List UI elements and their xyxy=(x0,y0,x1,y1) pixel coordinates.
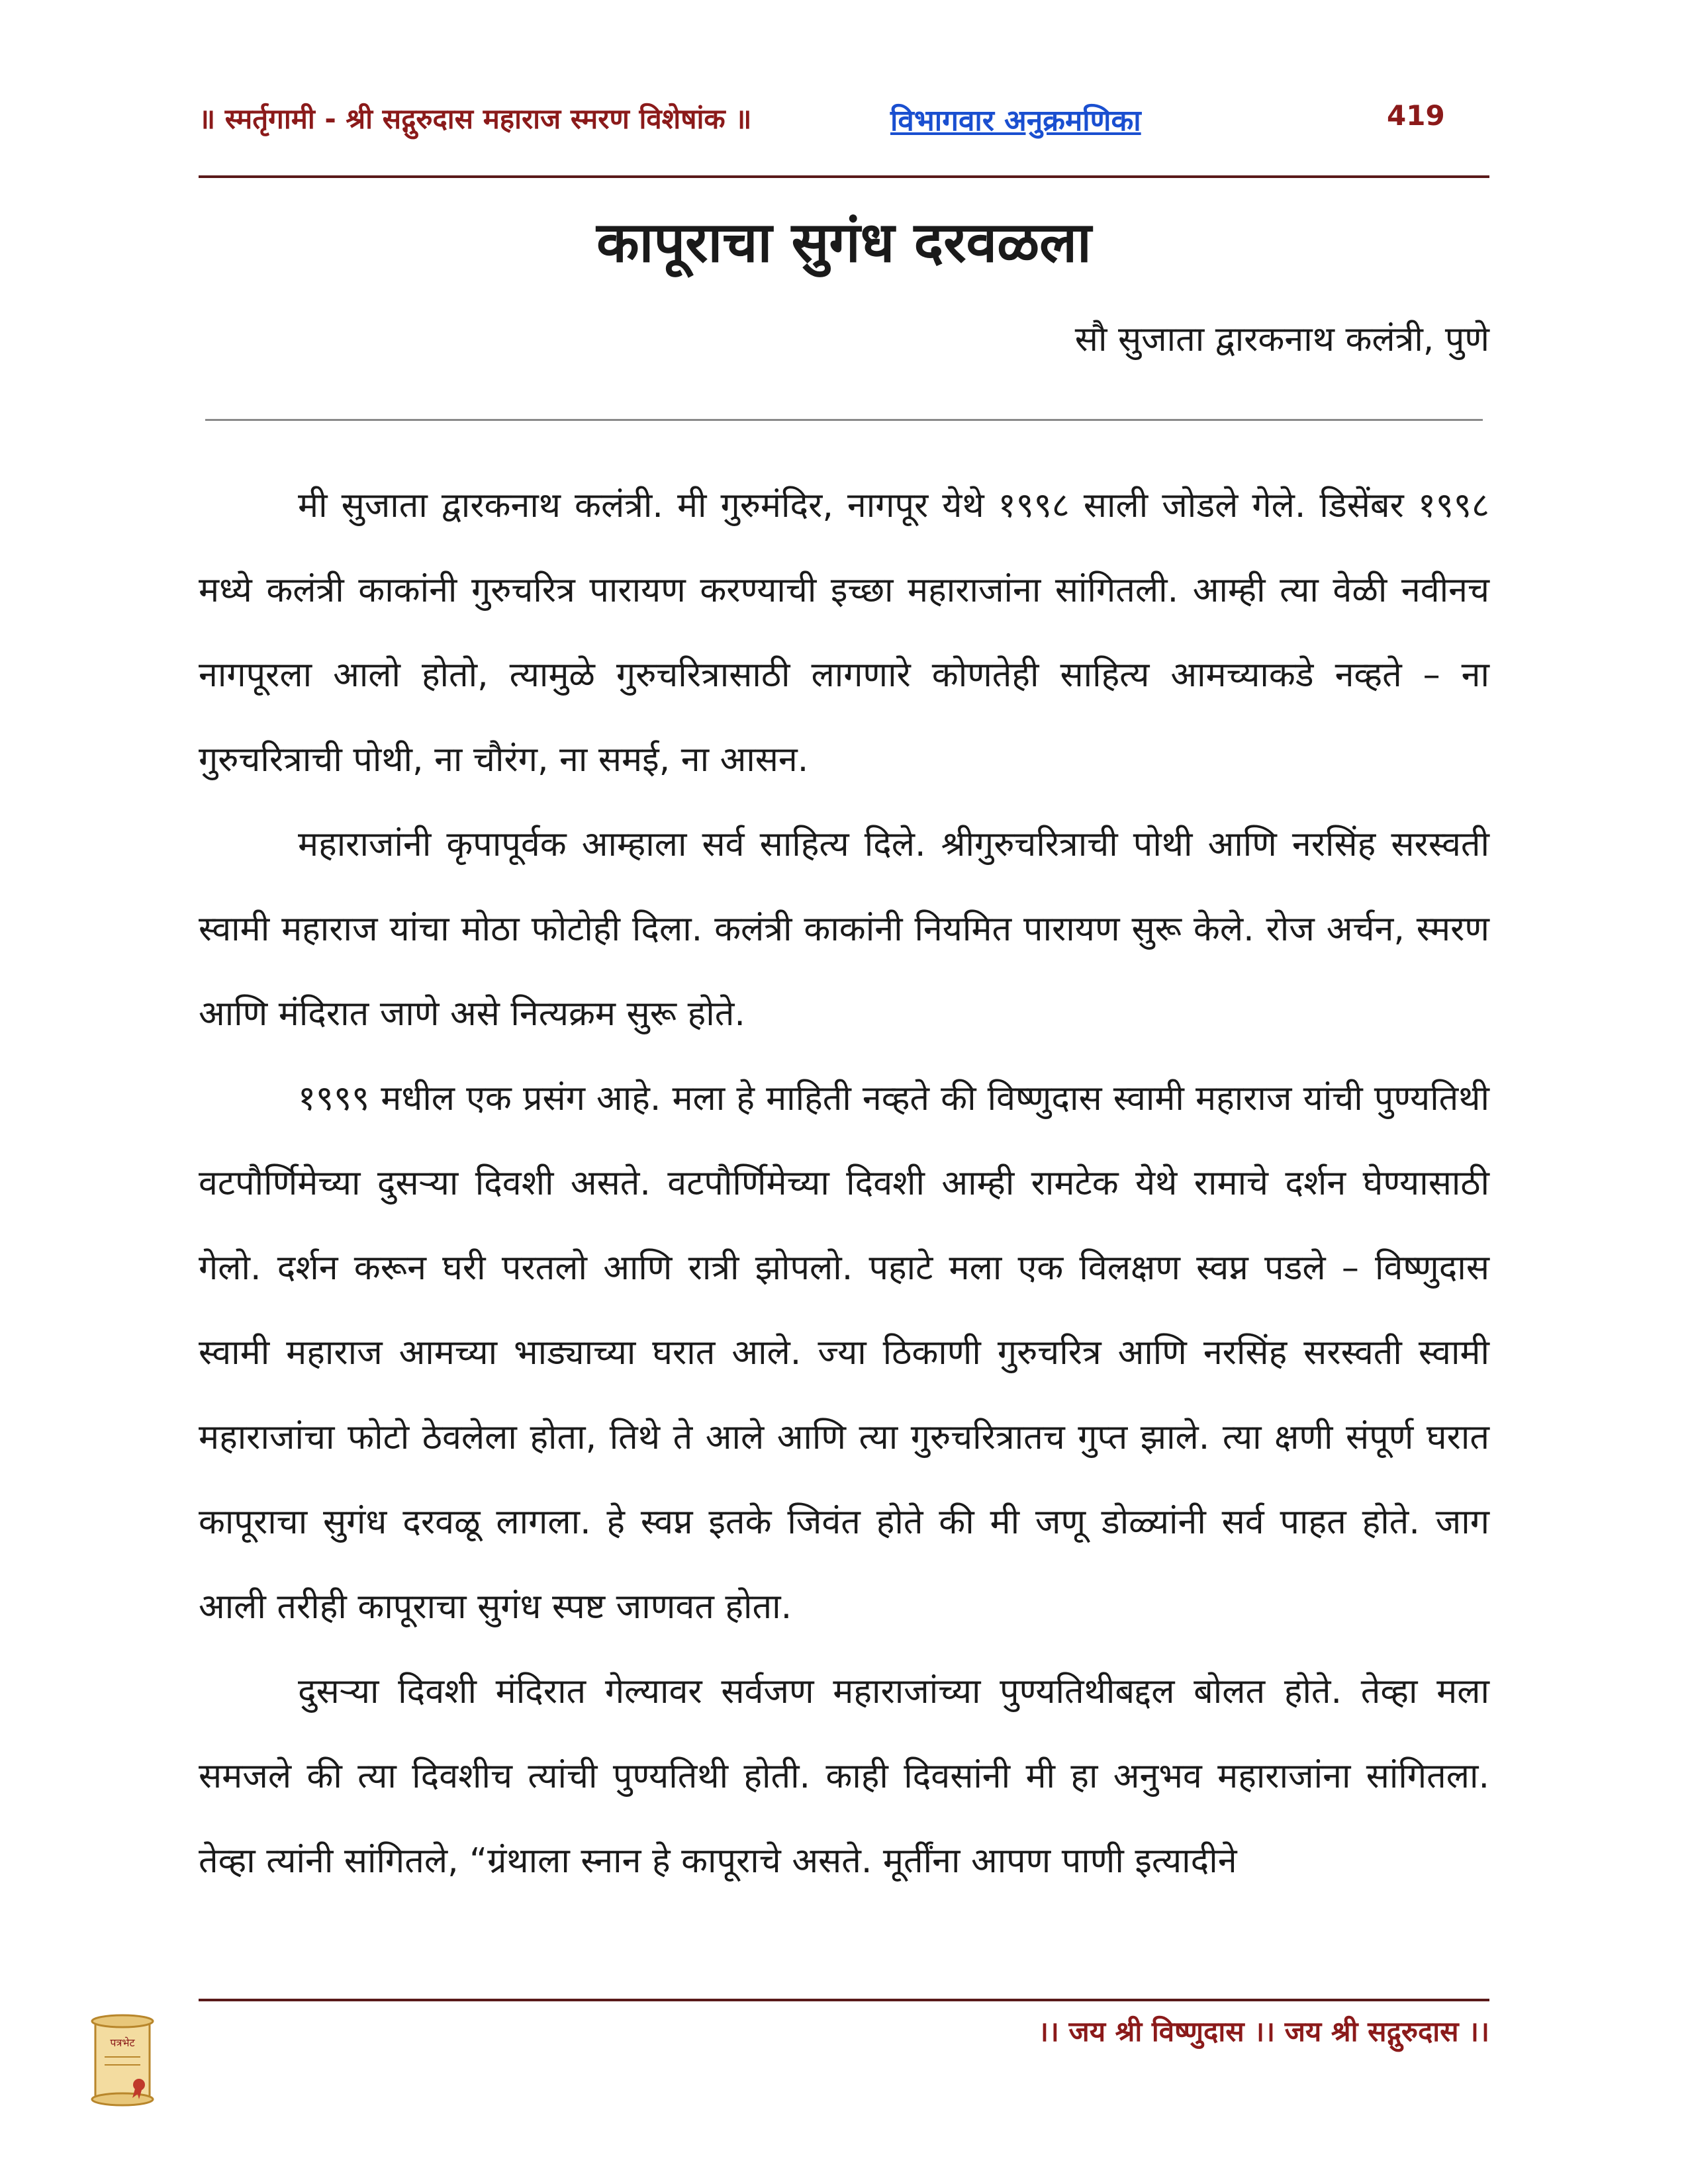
section-index-link[interactable]: विभागवार अनुक्रमणिका xyxy=(890,104,1141,138)
footer-divider xyxy=(199,1999,1489,2001)
header-divider xyxy=(199,175,1489,178)
paragraph: मी सुजाता द्वारकनाथ कलंत्री. मी गुरुमंदिर, नागपूर येथे १९९८ साली जोडले गेले. डिसेंबर १९९८ मध्ये कलंत्री काकांनी गुरुचरित्र पारायण करण्याची इच्छा महाराजांना सांगितली. आम्ही त्या वेळी नवीनच नागपूरला आलो होतो, त्यामुळे गुरुचरित्रासाठी लागणारे कोणतेही साहित्य आमच्याकडे नव्हते – ना गुरुचरित्राची पोथी, ना चौरंग, ना समई, ना आसन. xyxy=(199,486,1489,780)
paragraph: १९९९ मधील एक प्रसंग आहे. मला हे माहिती नव्हते की विष्णुदास स्वामी महाराज यांची पुण्यतिथी वटपौर्णिमेच्या दुसऱ्या दिवशी असते. वटपौर्णिमेच्या दिवशी आम्ही रामटेक येथे रामाचे दर्शन घेण्यासाठी गेलो. दर्शन करून घरी परतलो आणि रात्री झोपलो. पहाटे मला एक विलक्षण स्वप्न पडले – विष्णुदास स्वामी महाराज आमच्या भाड्याच्या घरात आले. ज्या ठिकाणी गुरुचरित्र आणि नरसिंह सरस्वती स्वामी महाराजांचा फोटो ठेवलेला होता, तिथे ते आले आणि त्या गुरुचरित्रातच गुप्त झाले. त्या क्षणी संपूर्ण घरात कापूराचा सुगंध दरवळू लागला. हे स्वप्न इतके जिवंत होते की मी जणू डोळ्यांनी सर्व पाहत होते. जाग आली तरीही कापूराचा सुगंध स्पष्ट जाणवत होता. xyxy=(199,1079,1489,1627)
paragraph: महाराजांनी कृपापूर्वक आम्हाला सर्व साहित्य दिले. श्रीगुरुचरित्राची पोथी आणि नरसिंह सरस्वती स्वामी महाराज यांचा मोठा फोटोही दिला. कलंत्री काकांनी नियमित पारायण सुरू केले. रोज अर्चन, स्मरण आणि मंदिरात जाणे असे नित्यक्रम सुरू होते. xyxy=(199,825,1489,1034)
scroll-seal-icon xyxy=(86,2012,159,2111)
article-title: कापूराचा सुगंध दरवळला xyxy=(596,210,1092,275)
paragraph: दुसऱ्या दिवशी मंदिरात गेल्यावर सर्वजण महाराजांच्या पुण्यतिथीबद्दल बोलत होते. तेव्हा मला समजले की त्या दिवशीच त्यांची पुण्यतिथी होती. काही दिवसांनी मी हा अनुभव महाराजांना सांगितला. तेव्हा त्यांनी सांगितले, “ग्रंथाला स्नान हे कापूराचे असते. मूर्तींना आपण पाणी इत्यादीने xyxy=(199,1672,1489,1881)
page-number: 419 xyxy=(1387,99,1445,132)
seal-label: पत्रभेट xyxy=(110,2036,135,2049)
article-author: सौ सुजाता द्वारकनाथ कलंत्री, पुणे xyxy=(1074,320,1489,359)
page-header xyxy=(199,99,1489,152)
publication-title: ॥ स्मर्तृगामी - श्री सद्गुरुदास महाराज स्मरण विशेषांक ॥ xyxy=(199,103,752,135)
title-divider xyxy=(205,419,1483,421)
article-body xyxy=(199,463,1489,1903)
footer-salutation: ।। जय श्री विष्णुदास ।। जय श्री सद्गुरुदास ।। xyxy=(1038,2015,1489,2048)
